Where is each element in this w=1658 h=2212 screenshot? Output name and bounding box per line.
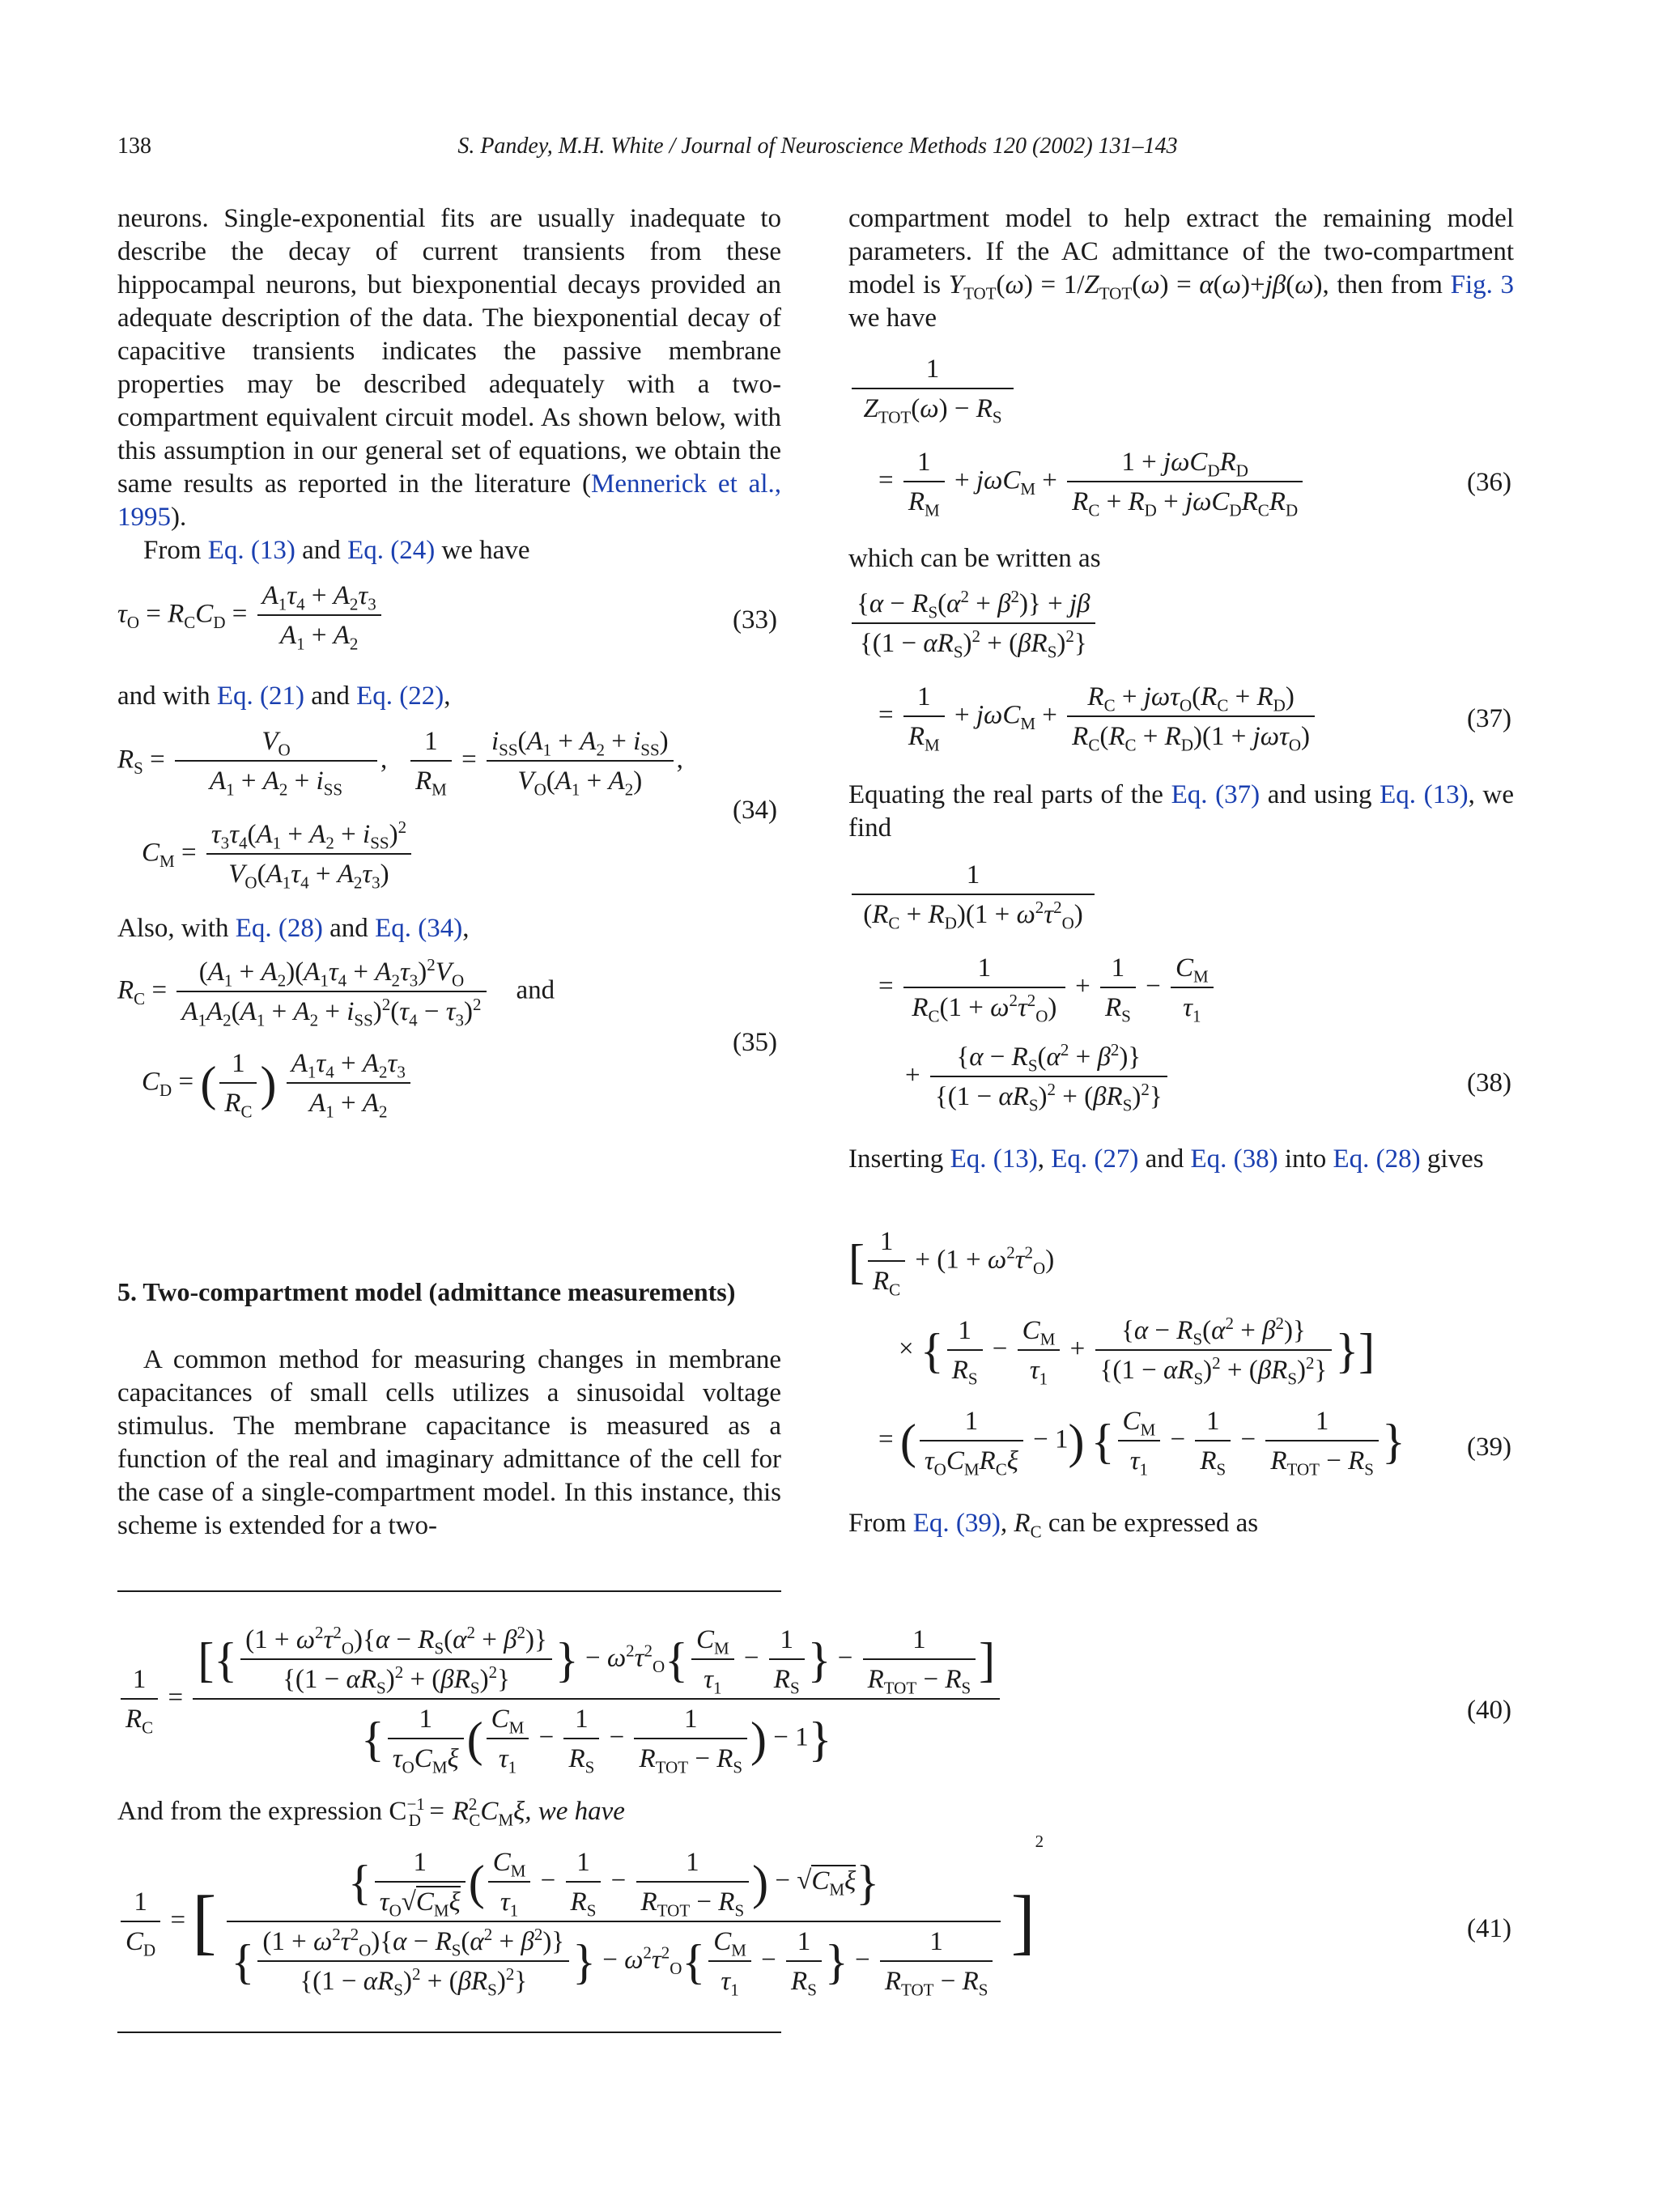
eq-link-27[interactable]: Eq. (27): [1051, 1144, 1139, 1174]
eq-number-36: (36): [1467, 468, 1511, 497]
eq-link-13c[interactable]: Eq. (13): [950, 1144, 1038, 1174]
bottom-rule: [117, 2032, 781, 2033]
eq-link-37[interactable]: Eq. (37): [1171, 780, 1261, 809]
eq-link-13[interactable]: Eq. (13): [207, 536, 295, 565]
left-also-with: Also, with Eq. (28) and Eq. (34),: [117, 914, 470, 943]
equation-34-line-1: $R_S$ = $\frac{V_O}{A_1 + A_2 + i_{SS}}$ , $\frac{1}{R_M}$ = $\frac{i_{SS}(A_1 + A_2 + i_{SS})}{V_O(A_1 + A_2)}$ ,: [117, 727, 683, 800]
equation-38-line-2: = $\frac{1}{R_C(1 + \omega^2\tau^2_O)}$ + $\frac{1}{R_S}$ − $\frac{C_M}{\tau_1}$: [878, 955, 1217, 1021]
eq-number-38: (38): [1467, 1068, 1511, 1098]
fig-link-3[interactable]: Fig. 3: [1450, 270, 1514, 299]
ref-link-mennerick[interactable]: Mennerick et al., 1995: [117, 469, 781, 532]
right-which: which can be written as: [848, 544, 1101, 573]
equation-37-line-1: $\frac{\{\alpha - R_S(\alpha^2 + \beta^2)\} + j\beta}{\{(1 - \alpha R_S)^2 + (\beta R_S)^2\}}$: [848, 591, 1099, 657]
equation-40: $\frac{1}{R_C}$ = [{ $\frac{(1 + \omega^2\tau^2_O)\{\alpha - R_S(\alpha^2 + \beta^2)\}}{\{(1 - \alpha R_S)^2 + (\beta R_S)^2\}}$ } − $\omega^2\tau^2_O${ $\frac{C_M}{\tau_1}$ − $\frac{1}{R_S}$ } − $\frac{1}{R_{TOT} - R_S}$ ] { $\frac{1}{\tau_OC_M\xi}$ ( $\frac{C_M}{\tau_1}$ − $\frac{1}{R_S}$ − $\frac{1}{R_{TOT} - R_S}$ ) − 1}: [117, 1627, 1003, 1773]
left-and-with: and with Eq. (21) and Eq. (22),: [117, 681, 451, 711]
left-para-1: neurons. Single-exponential fits are usually inadequate to describe the decay of current transients from these hippocampal neurons, but biexponential decays provided an adequate description of the data. The biexponential decay of capacitive transients indicates the passive membrane properties may be described adequately with a two-compartment equivalent circuit model. As shown below, with this assumption in our general set of equations, we obtain the same results as reported in the literature (Mennerick et al., 1995).: [117, 204, 781, 532]
eq-number-33: (33): [733, 605, 777, 635]
section-title: 5. Two-compartment model (admittance measurements): [117, 1277, 736, 1306]
eq-link-34[interactable]: Eq. (34): [375, 914, 463, 943]
right-inserting: Inserting Eq. (13), Eq. (27) and Eq. (38) into Eq. (28) gives: [848, 1144, 1484, 1174]
eq-link-28b[interactable]: Eq. (28): [1333, 1144, 1421, 1174]
right-from-39: From Eq. (39), $R_C$ can be expressed as: [848, 1509, 1259, 1542]
equation-34-line-2: $C_M$ = $\frac{\tau_3\tau_4(A_1 + A_2 + i_{SS})^2}{V_O(A_1\tau_4 + A_2\tau_3)}$: [142, 822, 414, 888]
equation-36-line-1: $\frac{1}{Z_{TOT}(\omega) - R_S}$: [848, 356, 1017, 422]
equation-37-line-2: = $\frac{1}{R_M}$ + jωC$_M$ + $\frac{R_C + j\omega\tau_O(R_C + R_D)}{R_C(R_C + R_D)(1 + j\omega\tau_O)}$: [878, 684, 1318, 750]
equation-39-line-2: × { $\frac{1}{R_S}$ − $\frac{C_M}{\tau_1}$ + $\frac{\{\alpha - R_S(\alpha^2 + \beta^2)\}}{\{(1 - \alpha R_S)^2 + (\beta R_S)^2\}}$ }]: [899, 1314, 1375, 1389]
equation-39-line-1: [ $\frac{1}{R_C}$ + $(1 + \omega^2\tau^2_O)$: [848, 1227, 1055, 1300]
equation-36-line-2: = $\frac{1}{R_M}$ + jωC$_M$ + $\frac{1 + j\omega C_DR_D}{R_C + R_D + j\omega C_DR_CR_D}$: [878, 449, 1306, 516]
eq-link-39[interactable]: Eq. (39): [912, 1509, 1001, 1538]
eq-link-38[interactable]: Eq. (38): [1190, 1144, 1278, 1174]
equation-35-line-1: $R_C$ = $\frac{(A_1 + A_2)(A_1\tau_4 + A_2\tau_3)^2V_O}{A_1A_2(A_1 + A_2 + i_{SS})^2(\tau_4 - \tau_3)^2}$ and: [117, 955, 555, 1030]
top-rule: [117, 1590, 781, 1592]
left-from-eq: From Eq. (13) and Eq. (24) we have: [143, 536, 530, 565]
equation-38-line-3: + $\frac{\{\alpha - R_S(\alpha^2 + \beta^2)\}}{\{(1 - \alpha R_S)^2 + (\beta R_S)^2\}}$: [905, 1044, 1171, 1110]
left-para-2: A common method for measuring changes in membrane capacitances of small cells utilizes a sinusoidal voltage stimulus. The membrane capacitance is measured as a function of the real and imaginary admittance of the cell for the case of a single-compartment model. In this instance, this scheme is extended for a two-: [117, 1345, 781, 1540]
page-number: 138: [117, 134, 151, 159]
right-para-1: compartment model to help extract the remaining model parameters. If the AC admittance of the two-compartment model is $Y_{TOT}(\omega) = 1/Z_{TOT}(\omega) = \alpha(\omega)+j\beta(\omega)$, then from Fig. 3 we have: [848, 204, 1514, 333]
eq-link-24[interactable]: Eq. (24): [347, 536, 436, 565]
equation-33: $\tau_O = R_CC_D$ = $\frac{A_1\tau_4 + A_2\tau_3}{A_1 + A_2}$: [117, 583, 385, 649]
eq-number-39: (39): [1467, 1433, 1511, 1462]
eq-link-28[interactable]: Eq. (28): [235, 914, 323, 943]
equation-41: $\frac{1}{C_D}$ = [ { $\frac{1}{\tau_O√C_M\xi}$ ( $\frac{C_M}{\tau_1}$ − $\frac{1}{R_S}$ − $\frac{1}{R_{TOT} - R_S}$ ) − $√C_M\xi$} { $\frac{(1 + \omega^2\tau^2_O)\{\alpha - R_S(\alpha^2 + \beta^2)\}}{\{(1 - \alpha R_S)^2 + (\beta R_S)^2\}}$ } − $\omega^2\tau^2_O${ $\frac{C_M}{\tau_1}$ − $\frac{1}{R_S}$ } − $\frac{1}{R_{TOT} - R_S}$ ]$^2$: [117, 1849, 1044, 1995]
eq-link-13b[interactable]: Eq. (13): [1380, 780, 1469, 809]
eq-link-22[interactable]: Eq. (22): [356, 681, 444, 711]
running-head: S. Pandey, M.H. White / Journal of Neuroscience Methods 120 (2002) 131–143: [457, 134, 1178, 159]
eq-number-34: (34): [733, 796, 777, 825]
equation-39-line-3: = ( $\frac{1}{\tau_OC_MR_C\xi}$ − 1) { $\frac{C_M}{\tau_1}$ − $\frac{1}{R_S}$ − $\frac{1}{R_{TOT} - R_S}$ }: [878, 1407, 1405, 1480]
right-equating: Equating the real parts of the Eq. (37) and using Eq. (13), we find: [848, 780, 1515, 843]
equation-38-line-1: $\frac{1}{(R_C + R_D)(1 + \omega^2\tau^2_O)}$: [848, 862, 1098, 928]
and-word: and: [516, 975, 555, 1005]
eq-number-40: (40): [1467, 1696, 1511, 1725]
eq-link-21[interactable]: Eq. (21): [216, 681, 304, 711]
bottom-and-from: And from the expression $C^{-1}_D = R^2_CC_M\xi$, we have: [117, 1794, 625, 1830]
eq-number-41: (41): [1467, 1914, 1511, 1943]
equation-35-line-2: $C_D$ = ( $\frac{1}{R_C}$ ) $\frac{A_1\tau_4 + A_2\tau_3}{A_1 + A_2}$: [142, 1051, 414, 1117]
eq-number-35: (35): [733, 1028, 777, 1057]
eq-number-37: (37): [1467, 704, 1511, 733]
